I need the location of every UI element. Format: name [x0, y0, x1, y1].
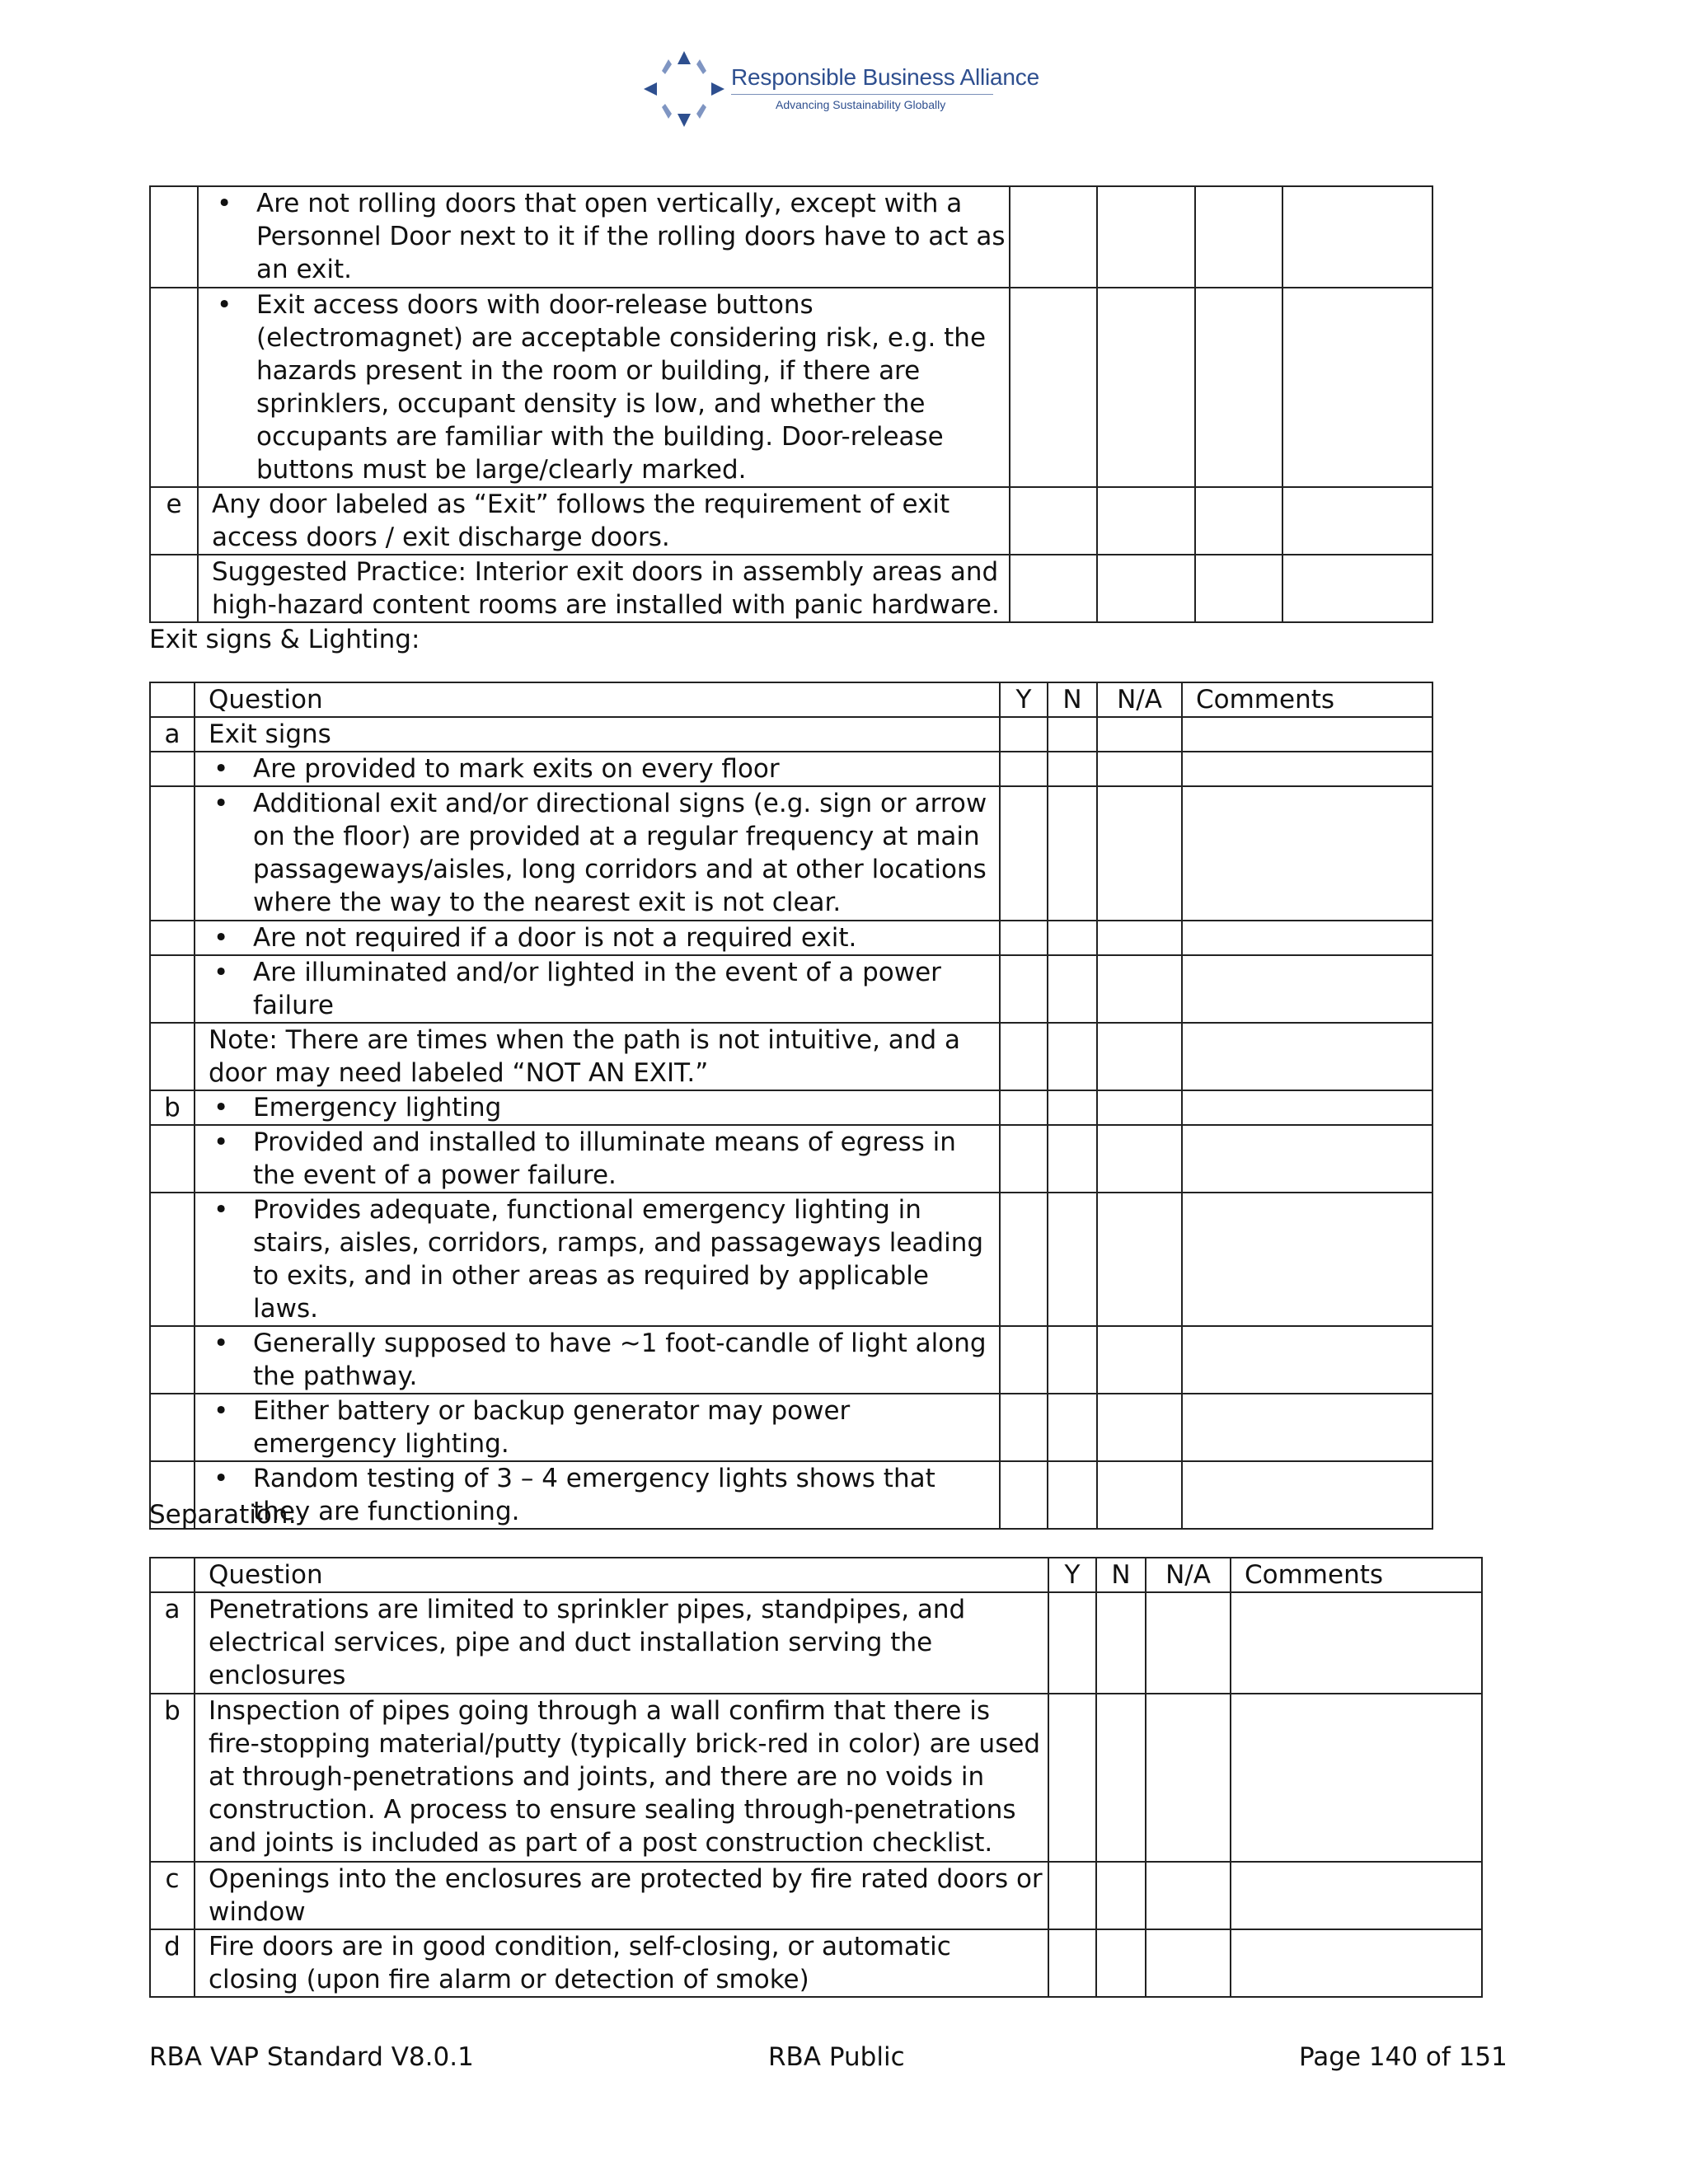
row-letter	[150, 955, 195, 1023]
table-row	[150, 1090, 1432, 1125]
question-cell	[195, 955, 1000, 1023]
footer-page-number: Page 140 of 151	[1299, 2042, 1507, 2072]
row-letter: e	[150, 487, 198, 555]
table-row	[150, 955, 1432, 1023]
table-row	[150, 555, 1432, 622]
na-cell[interactable]	[1097, 1326, 1182, 1394]
question-text: • Are illuminated and/or lighted in the event of a power failure	[209, 956, 999, 1022]
logo-tagline: Advancing Sustainability Globally	[776, 98, 946, 111]
table-row	[150, 717, 1432, 752]
question-text: • Provided and installed to illuminate means of egress in the event of a power failure.	[209, 1126, 999, 1192]
table-header-row	[150, 682, 1432, 717]
y-cell[interactable]	[1048, 1929, 1096, 1997]
n-cell[interactable]	[1048, 1326, 1097, 1394]
na-cell[interactable]	[1146, 1929, 1231, 1997]
table-row	[150, 1125, 1432, 1193]
na-cell[interactable]	[1195, 555, 1282, 622]
question-cell	[195, 1326, 1000, 1394]
y-cell[interactable]	[1000, 1326, 1048, 1394]
n-cell[interactable]	[1097, 186, 1195, 288]
comments-cell[interactable]	[1282, 487, 1432, 555]
row-letter	[150, 555, 198, 622]
table-row	[150, 1023, 1432, 1090]
question-cell	[195, 786, 1000, 921]
question-text: Suggested Practice: Interior exit doors in assembly areas and high-hazard content rooms are installed with panic hardware.	[198, 555, 1010, 622]
comments-cell[interactable]	[1182, 1125, 1432, 1193]
question-cell	[195, 1193, 1000, 1326]
y-cell[interactable]	[1010, 288, 1097, 487]
n-cell[interactable]	[1048, 752, 1097, 786]
comments-cell[interactable]	[1182, 1023, 1432, 1090]
na-cell[interactable]	[1097, 1461, 1182, 1529]
rba-logo	[639, 48, 1039, 130]
n-cell[interactable]	[1096, 1862, 1146, 1929]
na-header: N/A	[1097, 682, 1182, 717]
n-cell[interactable]	[1048, 1125, 1097, 1193]
y-cell[interactable]	[1000, 1023, 1048, 1090]
n-header: N	[1096, 1558, 1146, 1592]
na-cell[interactable]	[1097, 752, 1182, 786]
table-row	[150, 1592, 1482, 1694]
na-cell[interactable]	[1097, 1193, 1182, 1326]
question-text: Exit signs	[195, 717, 1000, 752]
question-text: • Are not required if a door is not a required exit.	[209, 921, 999, 954]
row-letter: b	[150, 1694, 195, 1862]
n-cell[interactable]	[1048, 1193, 1097, 1326]
table-row	[150, 1694, 1482, 1862]
na-cell[interactable]	[1097, 786, 1182, 921]
na-cell[interactable]	[1097, 1090, 1182, 1125]
row-letter	[150, 752, 195, 786]
letter-header	[150, 682, 195, 717]
row-letter: a	[150, 1592, 195, 1694]
comments-cell[interactable]	[1182, 1193, 1432, 1326]
table-row	[150, 921, 1432, 955]
n-cell[interactable]	[1096, 1694, 1146, 1862]
row-letter	[150, 1193, 195, 1326]
row-letter: b	[150, 1090, 195, 1125]
question-cell	[195, 921, 1000, 955]
question-cell	[198, 186, 1010, 288]
n-header: N	[1048, 682, 1097, 717]
question-text: Inspection of pipes going through a wall confirm that there is fire-stopping material/putty (typically brick-red in color) are used at through-penetrations and joints, and there are no voids in construction. A process to ensure sealing through-penetrations and joints is included as part of a post construction checklist.	[195, 1694, 1048, 1862]
y-cell[interactable]	[1010, 487, 1097, 555]
table-row	[150, 752, 1432, 786]
question-header: Question	[195, 682, 1000, 717]
comments-cell[interactable]	[1282, 555, 1432, 622]
n-cell[interactable]	[1096, 1929, 1146, 1997]
row-letter	[150, 288, 198, 487]
na-cell[interactable]	[1097, 921, 1182, 955]
y-cell[interactable]	[1000, 921, 1048, 955]
question-cell	[198, 288, 1010, 487]
table-row	[150, 1862, 1482, 1929]
table-row	[150, 1193, 1432, 1326]
letter-header	[150, 1558, 195, 1592]
table-row	[150, 186, 1432, 288]
logo-brand-name: Responsible Business Alliance	[731, 64, 1039, 90]
na-cell[interactable]	[1195, 288, 1282, 487]
question-text: Openings into the enclosures are protected by fire rated doors or window	[195, 1862, 1048, 1929]
comments-cell[interactable]	[1182, 717, 1432, 752]
y-cell[interactable]	[1048, 1694, 1096, 1862]
question-header: Question	[195, 1558, 1048, 1592]
na-cell[interactable]	[1146, 1694, 1231, 1862]
y-cell[interactable]	[1000, 1394, 1048, 1461]
n-cell[interactable]	[1048, 1090, 1097, 1125]
n-cell[interactable]	[1048, 1394, 1097, 1461]
y-cell[interactable]	[1000, 1090, 1048, 1125]
comments-cell[interactable]	[1182, 955, 1432, 1023]
na-cell[interactable]	[1097, 955, 1182, 1023]
question-text: • Are provided to mark exits on every floor	[209, 752, 999, 785]
y-cell[interactable]	[1000, 786, 1048, 921]
comments-header: Comments	[1231, 1558, 1482, 1592]
footer-document-version: RBA VAP Standard V8.0.1	[149, 2042, 474, 2072]
question-text: • Generally supposed to have ~1 foot-candle of light along the pathway.	[209, 1327, 999, 1393]
comments-cell[interactable]	[1282, 186, 1432, 288]
comments-cell[interactable]	[1231, 1929, 1482, 1997]
na-cell[interactable]	[1195, 487, 1282, 555]
n-cell[interactable]	[1048, 786, 1097, 921]
question-text: Penetrations are limited to sprinkler pipes, standpipes, and electrical services, pipe and duct installation serving the enclosures	[195, 1592, 1048, 1694]
na-cell[interactable]	[1195, 186, 1282, 288]
row-letter	[150, 1023, 195, 1090]
question-cell	[195, 752, 1000, 786]
question-text: Any door labeled as “Exit” follows the requirement of exit access doors / exit discharge doors.	[198, 487, 1010, 555]
na-cell[interactable]	[1097, 717, 1182, 752]
question-text: • Either battery or backup generator may power emergency lighting.	[209, 1394, 999, 1460]
na-cell[interactable]	[1097, 1125, 1182, 1193]
row-letter	[150, 921, 195, 955]
comments-cell[interactable]	[1282, 288, 1432, 487]
na-cell[interactable]	[1146, 1592, 1231, 1694]
question-text: • Additional exit and/or directional signs (e.g. sign or arrow on the floor) are provided at a regular frequency at main passageways/aisles, long corridors and at other locations where the way to the nearest exit is not clear.	[209, 787, 999, 919]
n-cell[interactable]	[1048, 1461, 1097, 1529]
question-text: • Are not rolling doors that open vertically, except with a Personnel Door next to it if the rolling doors have to act as an exit.	[212, 187, 1009, 286]
na-cell[interactable]	[1146, 1862, 1231, 1929]
row-letter	[150, 1125, 195, 1193]
y-header: Y	[1048, 1558, 1096, 1592]
row-letter: d	[150, 1929, 195, 1997]
question-text: • Exit access doors with door-release buttons (electromagnet) are acceptable considering risk, e.g. the hazards present in the room or building, if there are sprinklers, occupant density is low, and whether the occupants are familiar with the building. Door-release buttons must be large/clearly marked.	[212, 288, 1009, 486]
rba-compass-icon	[639, 48, 729, 130]
n-cell[interactable]	[1097, 555, 1195, 622]
comments-header: Comments	[1182, 682, 1432, 717]
y-cell[interactable]	[1048, 1862, 1096, 1929]
question-text: • Provides adequate, functional emergency lighting in stairs, aisles, corridors, ramps, and passageways leading to exits, and in other areas as required by applicable laws.	[209, 1193, 999, 1325]
exit-signs-table	[149, 682, 1433, 1530]
comments-cell[interactable]	[1231, 1862, 1482, 1929]
y-cell[interactable]	[1000, 717, 1048, 752]
na-cell[interactable]	[1097, 1394, 1182, 1461]
question-cell	[195, 1461, 1000, 1529]
comments-cell[interactable]	[1182, 786, 1432, 921]
question-text: • Random testing of 3 – 4 emergency lights shows that they are functioning.	[209, 1462, 999, 1528]
row-letter: c	[150, 1862, 195, 1929]
y-cell[interactable]	[1048, 1592, 1096, 1694]
row-letter	[150, 186, 198, 288]
comments-cell[interactable]	[1182, 1326, 1432, 1394]
question-cell	[195, 1125, 1000, 1193]
comments-cell[interactable]	[1182, 1090, 1432, 1125]
n-cell[interactable]	[1097, 487, 1195, 555]
n-cell[interactable]	[1097, 288, 1195, 487]
y-cell[interactable]	[1000, 1193, 1048, 1326]
question-cell	[195, 1394, 1000, 1461]
n-cell[interactable]	[1096, 1592, 1146, 1694]
na-cell[interactable]	[1097, 1023, 1182, 1090]
y-cell[interactable]	[1000, 1461, 1048, 1529]
section-title-exit-signs: Exit signs & Lighting:	[149, 625, 420, 654]
comments-cell[interactable]	[1182, 1394, 1432, 1461]
row-letter	[150, 786, 195, 921]
table-row	[150, 487, 1432, 555]
row-letter	[150, 1394, 195, 1461]
question-text: • Emergency lighting	[209, 1091, 999, 1124]
footer-classification: RBA Public	[768, 2042, 905, 2072]
logo-divider	[731, 94, 993, 95]
n-cell[interactable]	[1048, 717, 1097, 752]
table-row	[150, 1326, 1432, 1394]
question-text: Fire doors are in good condition, self-closing, or automatic closing (upon fire alarm or detection of smoke)	[195, 1929, 1048, 1997]
door-requirements-table	[149, 185, 1433, 623]
separation-table	[149, 1557, 1483, 1998]
question-text: Note: There are times when the path is not intuitive, and a door may need labeled “NOT AN EXIT.”	[195, 1023, 1000, 1090]
y-cell[interactable]	[1010, 186, 1097, 288]
comments-cell[interactable]	[1182, 921, 1432, 955]
table-row	[150, 786, 1432, 921]
table-header-row	[150, 1558, 1482, 1592]
n-cell[interactable]	[1048, 1023, 1097, 1090]
y-cell[interactable]	[1010, 555, 1097, 622]
table-row	[150, 288, 1432, 487]
table-row	[150, 1929, 1482, 1997]
section-title-separation: Separation:	[149, 1500, 297, 1530]
y-header: Y	[1000, 682, 1048, 717]
y-cell[interactable]	[1000, 752, 1048, 786]
n-cell[interactable]	[1048, 921, 1097, 955]
table-row	[150, 1461, 1432, 1529]
na-header: N/A	[1146, 1558, 1231, 1592]
y-cell[interactable]	[1000, 1125, 1048, 1193]
comments-cell[interactable]	[1231, 1694, 1482, 1862]
y-cell[interactable]	[1000, 955, 1048, 1023]
comments-cell[interactable]	[1182, 752, 1432, 786]
row-letter	[150, 1326, 195, 1394]
table-row	[150, 1394, 1432, 1461]
n-cell[interactable]	[1048, 955, 1097, 1023]
comments-cell[interactable]	[1182, 1461, 1432, 1529]
question-cell	[195, 1090, 1000, 1125]
comments-cell[interactable]	[1231, 1592, 1482, 1694]
row-letter: a	[150, 717, 195, 752]
